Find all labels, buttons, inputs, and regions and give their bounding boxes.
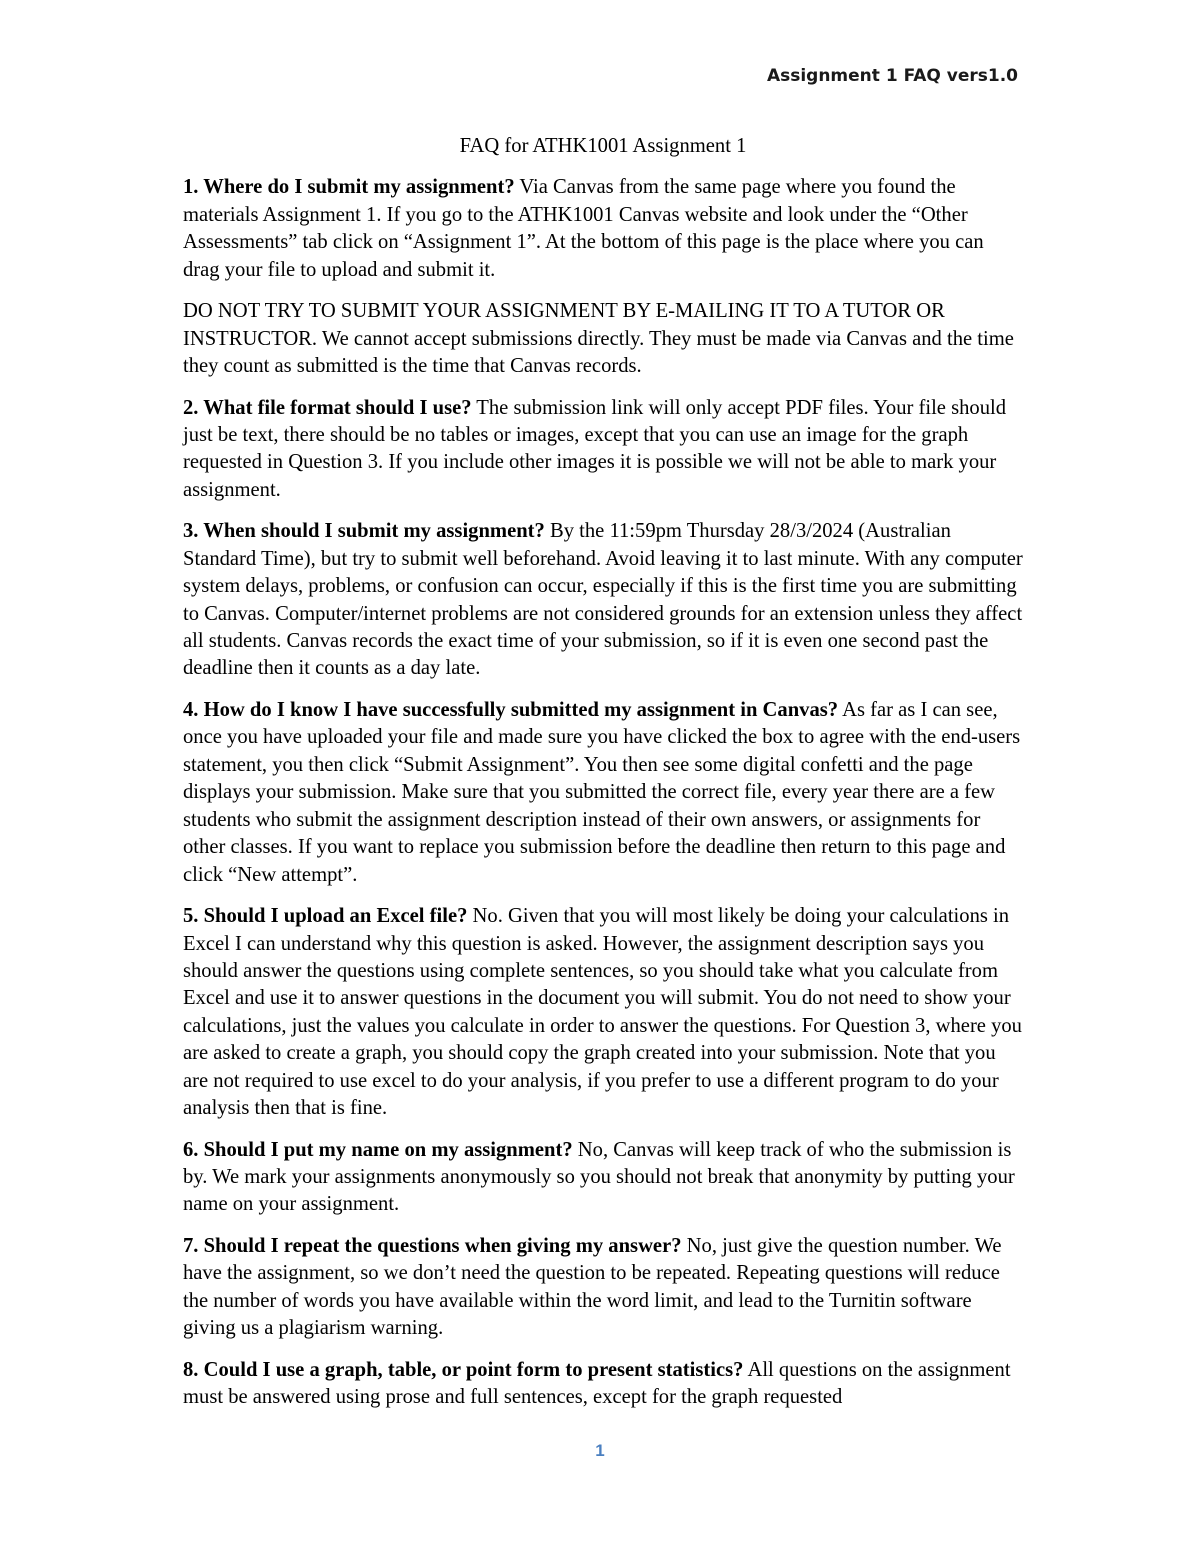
- faq-question: 3. When should I submit my assignment?: [183, 520, 545, 543]
- faq-item-4: [183, 697, 1023, 889]
- faq-question: 1. Where do I submit my assignment?: [183, 176, 515, 199]
- faq-question: 7. Should I repeat the questions when giving my answer?: [183, 1234, 682, 1257]
- faq-answer: Via Canvas from the same page where you found the materials Assignment 1. If you go to the ATHK1001 Canvas website and look under the “Other Assessments” tab click on “Assignment 1”. At the bottom of this page is the place where you can drag your file to upload and submit it.: [183, 176, 984, 281]
- faq-item-3: [183, 518, 1023, 682]
- document-title: FAQ for ATHK1001 Assignment 1: [459, 135, 747, 157]
- document-body: [183, 133, 1023, 1426]
- running-header: Assignment 1 FAQ vers1.0: [766, 66, 1018, 86]
- faq-item-2: [183, 395, 1023, 505]
- faq-item-7: [183, 1233, 1023, 1343]
- faq-answer: No, Canvas will keep track of who the submission is by. We mark your assignments anonymously so you should not break that anonymity by putting your name on your assignment.: [183, 1138, 1015, 1216]
- faq-answer: No. Given that you will most likely be doing your calculations in Excel I can understand why this question is asked. However, the assignment description says you should answer the questions using complete sentences, so you should take what you calculate from Excel and use it to answer questions in the document you will submit. You do not need to show your calculations, just the values you calculate in order to answer the questions. For Question 3, where you are asked to create a graph, you should copy the graph created into your submission. Note that you are not required to use excel to do your analysis, if you prefer to use a different program to do your analysis then that is fine.: [183, 905, 1022, 1119]
- faq-question: 6. Should I put my name on my assignment?: [183, 1138, 573, 1161]
- faq-answer: All questions on the assignment must be answered using prose and full sentences, except for the graph requested: [183, 1358, 1011, 1409]
- faq-question: 2. What file format should I use?: [183, 396, 472, 419]
- faq-question: 8. Could I use a graph, table, or point form to present statistics?: [183, 1358, 744, 1381]
- faq-answer: By the 11:59pm Thursday 28/3/2024 (Australian Standard Time), but try to submit well beforehand. Avoid leaving it to last minute. With any computer system delays, problems, or confusion can occur, especially if this is the first time you are submitting to Canvas. Computer/internet problems are not considered grounds for an extension unless they affect all students. Canvas records the exact time of your submission, so if it is even one second past the deadline then it counts as a day late.: [183, 520, 1023, 680]
- faq-item-1: [183, 174, 1023, 284]
- faq-answer: DO NOT TRY TO SUBMIT YOUR ASSIGNMENT BY E-MAILING IT TO A TUTOR OR INSTRUCTOR. We cannot accept submissions directly. They must be made via Canvas and the time they count as submitted is the time that Canvas records.: [183, 300, 1014, 378]
- faq-item-5: [183, 903, 1023, 1122]
- page-number: 1: [595, 1441, 605, 1460]
- faq-item-8: [183, 1357, 1023, 1412]
- faq-answer: The submission link will only accept PDF files. Your file should just be text, there should be no tables or images, except that you can use an image for the graph requested in Question 3. If you include other images it is possible we will not be able to mark your assignment.: [183, 396, 1007, 501]
- faq-answer: No, just give the question number. We have the assignment, so we don’t need the question to be repeated. Repeating questions will reduce the number of words you have available within the word limit, and lead to the Turnitin software giving us a plagiarism warning.: [183, 1234, 1002, 1340]
- faq-item-6: [183, 1137, 1023, 1219]
- faq-question: 4. How do I know I have successfully submitted my assignment in Canvas?: [183, 699, 839, 722]
- faq-question: 5. Should I upload an Excel file?: [183, 905, 468, 928]
- faq-item-1-warning: [183, 298, 1023, 380]
- faq-answer: As far as I can see, once you have uploaded your file and made sure you have clicked the box to agree with the end-users statement, you then click “Submit Assignment”. You then see some digital confetti and the page displays your submission. Make sure that you submitted the correct file, every year there are a few students who submit the assignment description instead of their own answers, or assignments for other classes. If you want to replace you submission before the deadline then return to this page and click “New attempt”.: [183, 699, 1021, 886]
